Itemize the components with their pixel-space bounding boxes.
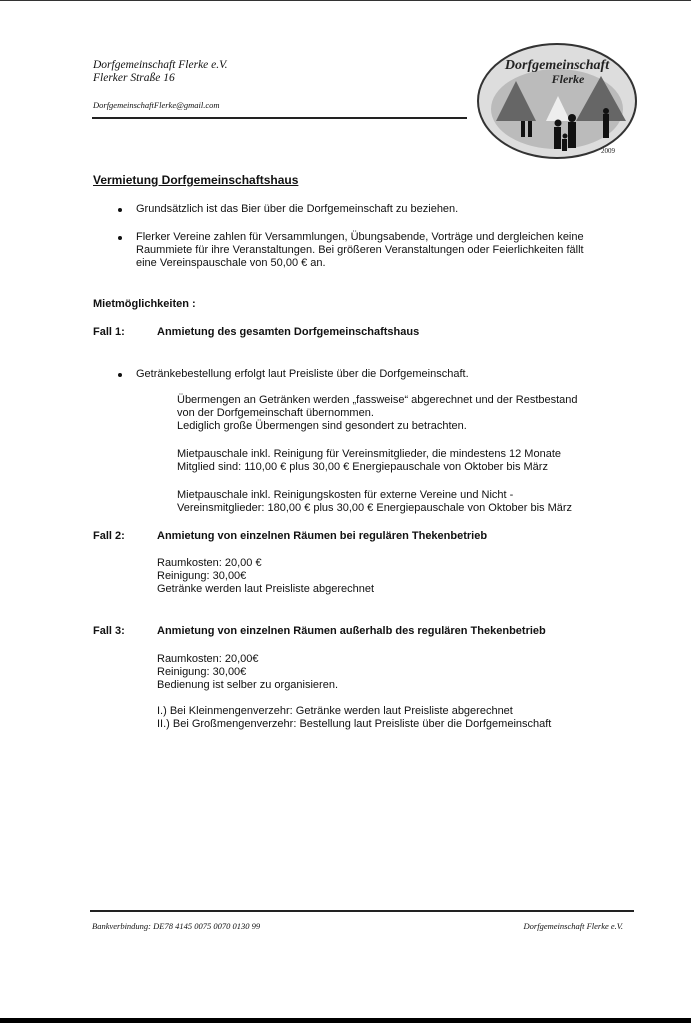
org-street: Flerker Straße 16 [93,72,175,84]
fall1-label: Fall 1: [93,326,125,338]
org-email: DorfgemeinschaftFlerke@gmail.com [93,100,220,110]
fall2-label: Fall 2: [93,530,125,542]
intro-bullet-2: Flerker Vereine zahlen für Versammlungen, Übungsabende, Vorträge und dergleichen keine Raummiete für ihre Veranstaltungen. Bei größeren Veranstaltungen oder Feierlichkeiten fällt eine Vereinspauschale von 50,00 € an. [136,231,584,269]
bullet-icon [118,373,122,377]
fall1-bullet: Getränkebestellung erfolgt laut Preisliste über die Dorfgemeinschaft. [136,368,469,380]
bottom-border [0,1018,691,1023]
svg-text:Dorfgemeinschaft: Dorfgemeinschaft [504,58,610,73]
fall3-label: Fall 3: [93,625,125,637]
fall1-title: Anmietung des gesamten Dorfgemeinschaftshaus [157,326,420,338]
document-title: Vermietung Dorfgemeinschaftshaus [93,173,299,187]
fall3-title: Anmietung von einzelnen Räumen außerhalb des regulären Thekenbetrieb [157,625,546,637]
fall3-details: Raumkosten: 20,00€ Reinigung: 30,00€ Bedienung ist selber zu organisieren. [157,653,339,691]
bullet-icon [118,236,122,240]
org-name: Dorfgemeinschaft Flerke e.V. [93,59,228,71]
fall2-details: Raumkosten: 20,00 € Reinigung: 30,00€ Getränke werden laut Preisliste abgerechnet [157,557,375,595]
header-rule [92,117,467,119]
bullet-icon [118,208,122,212]
footer-bank: Bankverbindung: DE78 4145 0075 0070 0130 99 [92,921,261,931]
options-heading: Mietmöglichkeiten : [93,298,196,310]
fall1-para3: Mietpauschale inkl. Reinigungskosten für externe Vereine und Nicht - Vereinsmitglieder: 180,00 € plus 30,00 € Energiepauschale von Oktober bis März [177,489,573,514]
fall1-para1: Übermengen an Getränken werden „fassweise“ abgerechnet und der Restbestand von der Dorfgemeinschaft übernommen. Lediglich große Übermengen sind gesondert zu betrachten. [177,394,578,432]
intro-bullet-1: Grundsätzlich ist das Bier über die Dorfgemeinschaft zu beziehen. [136,203,459,215]
logo [476,41,638,167]
fall3-consumption: I.) Bei Kleinmengenverzehr: Getränke werden laut Preisliste abgerechnet II.) Bei Großmengenverzehr: Bestellung laut Preisliste über die Dorfgemeinschaft [157,705,552,730]
footer-rule [90,910,634,912]
fall2-title: Anmietung von einzelnen Räumen bei regulären Thekenbetrieb [157,530,488,542]
svg-text:Flerke: Flerke [551,72,585,86]
fall1-para2: Mietpauschale inkl. Reinigung für Vereinsmitglieder, die mindestens 12 Monate Mitglied sind: 110,00 € plus 30,00 € Energiepauschale von Oktober bis März [177,448,561,473]
svg-text:2009: 2009 [601,147,615,155]
footer-org: Dorfgemeinschaft Flerke e.V. [523,921,623,931]
